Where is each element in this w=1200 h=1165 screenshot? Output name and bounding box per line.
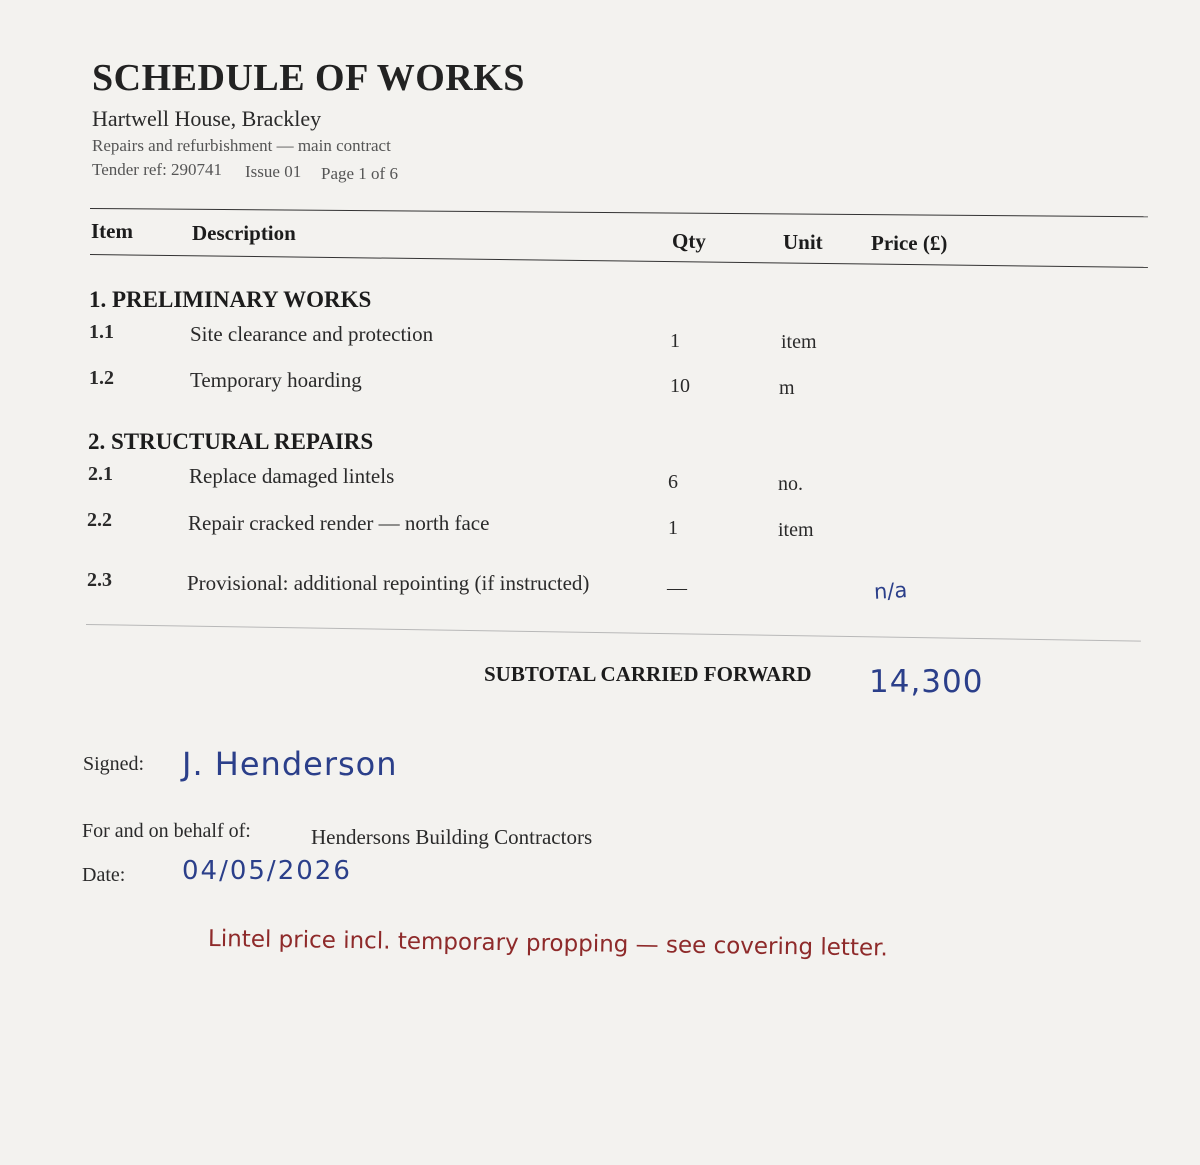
row-unit: m xyxy=(779,377,795,399)
tender-ref: Tender ref: 290741 xyxy=(92,160,223,179)
date-value: 04/05/2026 xyxy=(182,856,352,886)
page-number: Page 1 of 6 xyxy=(321,164,398,183)
column-header-price: Price (£) xyxy=(871,231,948,255)
behalf-label: For and on behalf of: xyxy=(82,820,251,842)
row-qty: 1 xyxy=(668,517,678,539)
section-heading: 1. PRELIMINARY WORKS xyxy=(89,287,372,312)
handwritten-note: Lintel price incl. temporary propping — see covering letter. xyxy=(207,926,888,962)
table-bottom-rule xyxy=(86,624,1141,642)
row-item-number: 1.1 xyxy=(89,321,114,343)
table-header-rule xyxy=(90,254,1148,268)
subtotal-value: 14,300 xyxy=(869,664,984,700)
contract-line: Repairs and refurbishment — main contract xyxy=(92,136,391,155)
column-header-description: Description xyxy=(192,221,296,245)
section-heading: 2. STRUCTURAL REPAIRS xyxy=(88,429,374,454)
row-unit: item xyxy=(778,519,814,541)
table-top-rule xyxy=(90,208,1148,217)
row-item-number: 1.2 xyxy=(89,367,114,389)
row-unit: no. xyxy=(778,473,803,495)
row-description: Temporary hoarding xyxy=(190,368,362,392)
row-qty: 1 xyxy=(670,330,680,352)
issue-number: Issue 01 xyxy=(245,162,302,181)
subtotal-label: SUBTOTAL CARRIED FORWARD xyxy=(484,662,812,686)
row-description: Repair cracked render — north face xyxy=(188,511,490,535)
row-item-number: 2.1 xyxy=(88,463,113,485)
document-title: SCHEDULE OF WORKS xyxy=(92,57,525,99)
row-unit: item xyxy=(781,331,817,353)
row-item-number: 2.2 xyxy=(87,509,112,531)
signed-label: Signed: xyxy=(83,753,145,775)
row-qty: 6 xyxy=(668,471,678,493)
document-subtitle: Hartwell House, Brackley xyxy=(92,106,322,131)
row-description: Replace damaged lintels xyxy=(189,464,395,488)
signature: J. Henderson xyxy=(182,745,398,783)
date-label: Date: xyxy=(82,864,126,886)
handwritten-price: n/a xyxy=(873,578,908,604)
column-header-item: Item xyxy=(91,219,133,243)
row-item-number: 2.3 xyxy=(87,569,112,591)
row-description: Site clearance and protection xyxy=(190,322,434,346)
row-description: Provisional: additional repointing (if instructed) xyxy=(187,571,590,595)
column-header-qty: Qty xyxy=(672,229,706,253)
row-qty: — xyxy=(667,577,687,599)
column-header-unit: Unit xyxy=(783,230,823,254)
row-qty: 10 xyxy=(670,375,690,397)
contractor-name: Hendersons Building Contractors xyxy=(311,825,593,849)
